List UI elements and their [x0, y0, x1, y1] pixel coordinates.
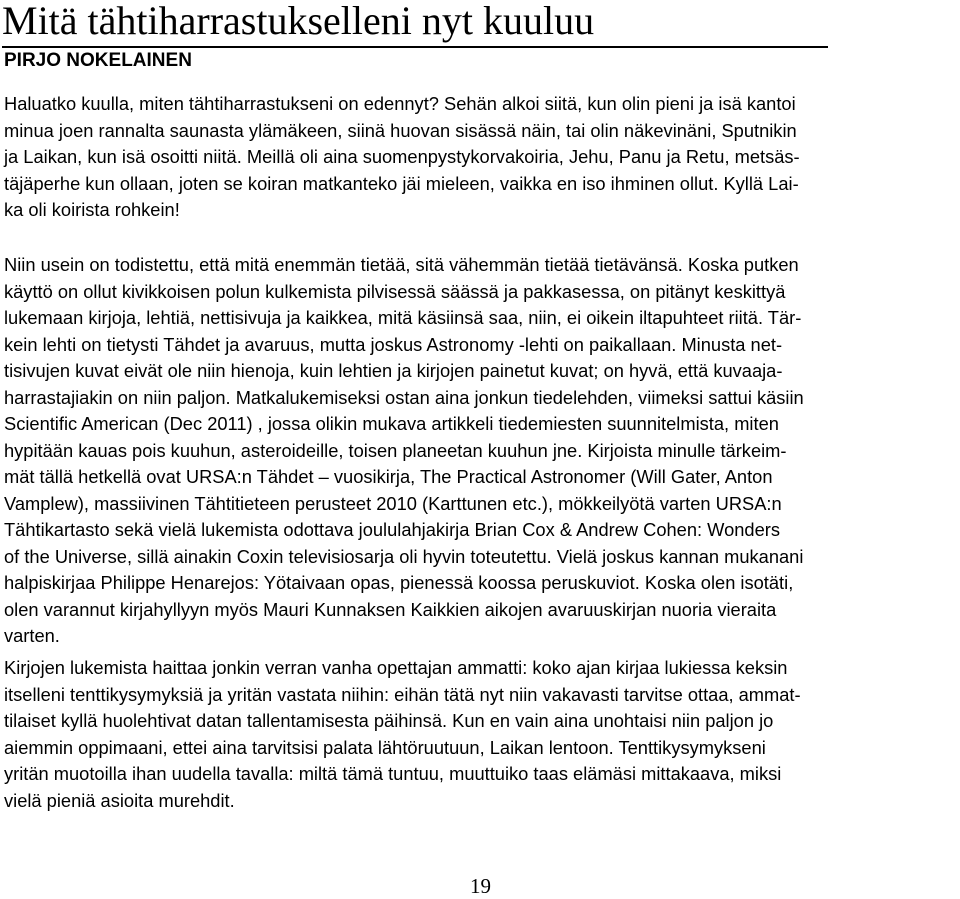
paragraph-line: Niin usein on todistettu, että mitä enemmän tietää, sitä vähemmän tietää tietävänsä. Koska putken	[4, 254, 799, 275]
paragraph-line: Haluatko kuulla, miten tähtiharrastukseni on edennyt? Sehän alkoi siitä, kun olin pieni ja isä kantoi	[4, 93, 796, 114]
paragraph-line: vielä pieniä asioita murehdit.	[4, 789, 235, 811]
paragraph-line: olen varannut kirjahyllyyn myös Mauri Kunnaksen Kaikkien aikojen avaruuskirjan nuoria vieraita	[4, 598, 777, 620]
paragraph-line: tisivujen kuvat eivät ole niin hienoja, kuin lehtien ja kirjojen painetut kuvat; on hyvä, että kuvaaja-	[4, 360, 783, 381]
paragraph-line: tilaiset kyllä huolehtivat datan tallentamisesta päihinsä. Kun en vain aina unohtaisi niin paljon jo	[4, 710, 774, 731]
paragraph-line: mät tällä hetkellä ovat URSA:n Tähdet – vuosikirja, The Practical Astronomer (Will Gater, Anton	[4, 466, 773, 487]
author-name: PIRJO NOKELAINEN	[4, 50, 192, 71]
paragraph-line: Vamplew), massiivinen Tähtitieteen perusteet 2010 (Karttunen etc.), mökkeilyötä varten URSA:n	[4, 492, 782, 514]
paragraph-line: Kirjojen lukemista haittaa jonkin verran vanha opettajan ammatti: koko ajan kirjaa lukiessa keksin	[4, 657, 788, 678]
paragraph-line: minua joen rannalta saunasta ylämäkeen, siinä huovan sisässä näin, tai olin näkevinäni, Sputnikin	[4, 119, 797, 141]
paragraph-line: ja Laikan, kun isä osoitti niitä. Meillä oli aina suomenpystykorvakoiria, Jehu, Panu ja Retu, metsäs-	[4, 146, 800, 167]
page-number: 19	[470, 874, 491, 898]
paragraph-1	[4, 91, 956, 224]
paragraph-2	[4, 252, 956, 650]
paragraph-line: hypitään kauas pois kuuhun, asteroideille, toisen planeetan kuuhun jne. Kirjoista minulle tärkeim-	[4, 439, 787, 461]
paragraph-line: varten.	[4, 625, 60, 646]
paragraph-line: of the Universe, sillä ainakin Coxin televisiosarja oli hyvin toteutettu. Vielä joskus kannan mukanani	[4, 545, 804, 567]
paragraph-line: itselleni tenttikysymyksiä ja yritän vastata niihin: eihän tätä nyt niin vakavasti tarvitse ottaa, ammat-	[4, 683, 801, 705]
paragraph-line: ka oli koirista rohkein!	[4, 199, 180, 220]
paragraph-line: lukemaan kirjoja, lehtiä, nettisivuja ja kaikkea, mitä käsiinsä saa, niin, ei oikein iltapuhteet riitä. Tär-	[4, 307, 802, 328]
paragraph-3	[4, 655, 956, 814]
paragraph-line: halpiskirjaa Philippe Henarejos: Yötaivaan opas, pienessä koossa peruskuviot. Koska olen isotäti,	[4, 572, 794, 593]
paragraph-line: yritän muotoilla ihan uudella tavalla: miltä tämä tuntuu, muuttuiko taas elämäsi mittakaava, miksi	[4, 763, 782, 784]
paragraph-line: harrastajiakin on niin paljon. Matkalukemiseksi ostan aina jonkun tiedelehden, viimeksi sattui käsiin	[4, 386, 804, 408]
article-title: Mitä tähtiharrastukselleni nyt kuuluu	[2, 0, 828, 48]
paragraph-line: täjäperhe kun ollaan, joten se koiran matkanteko jäi mieleen, vaikka en iso ihminen ollut. Kyllä Lai-	[4, 172, 799, 194]
paragraph-line: Scientific American (Dec 2011) , jossa olikin mukava artikkeli tiedemiesten suunnitelmista, miten	[4, 413, 779, 434]
paragraph-line: Tähtikartasto sekä vielä lukemista odottava joululahjakirja Brian Cox & Andrew Cohen: Wonders	[4, 519, 780, 540]
paragraph-line: aiemmin oppimaani, ettei aina tarvitsisi palata lähtöruutuun, Laikan lentoon. Tenttikysymykseni	[4, 736, 766, 758]
paragraph-line: käyttö on ollut kivikkoisen polun kulkemista pilvisessä säässä ja pakkasessa, on pitänyt keskittyä	[4, 280, 786, 302]
paragraph-line: kein lehti on tietysti Tähdet ja avaruus, mutta joskus Astronomy -lehti on paikallaan. Minusta net-	[4, 333, 783, 355]
